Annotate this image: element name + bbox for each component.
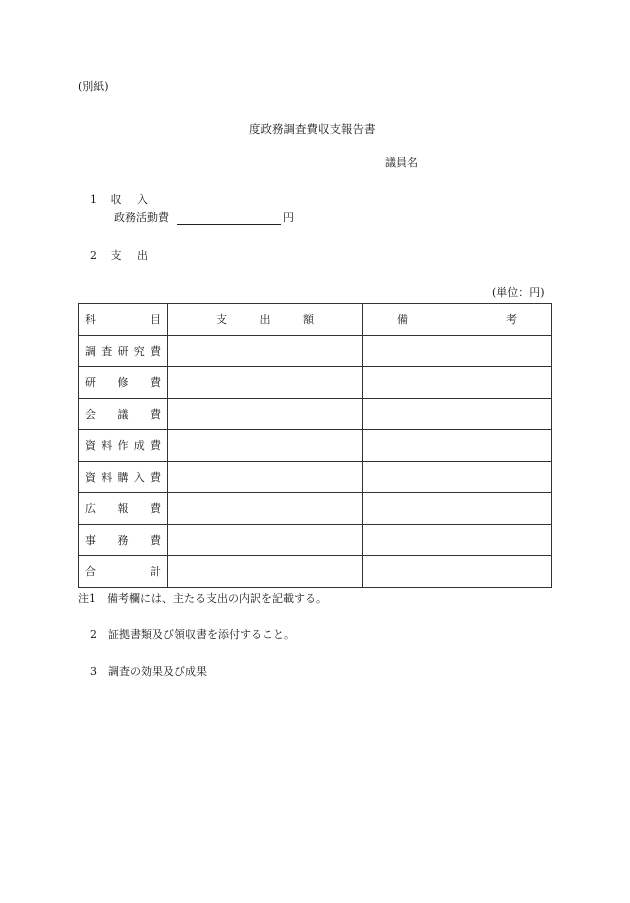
note-3: 3 調査の効果及び成果 — [90, 665, 207, 678]
document-title: 度政務調査費収支報告書 — [249, 122, 376, 136]
income-line — [114, 211, 294, 225]
notes-cell[interactable] — [363, 461, 552, 493]
table-row — [79, 398, 552, 430]
row-item-label: 合 計 — [79, 556, 168, 588]
note-2: 2 証拠書類及び領収書を添付すること。 — [90, 628, 295, 641]
amount-cell[interactable] — [168, 367, 363, 399]
section-number: 2 — [90, 249, 97, 262]
notes-cell[interactable] — [363, 398, 552, 430]
notes-cell[interactable] — [363, 556, 552, 588]
header-item: 科 目 — [79, 304, 168, 336]
amount-cell[interactable] — [168, 524, 363, 556]
row-item-label: 資 料 購 入 費 — [79, 461, 168, 493]
notes-cell[interactable] — [363, 493, 552, 525]
notes-cell[interactable] — [363, 367, 552, 399]
heading-char: 出 — [137, 249, 148, 262]
member-name-label: 議員名 — [385, 156, 418, 169]
section-income-heading — [90, 193, 148, 207]
notes-cell[interactable] — [363, 524, 552, 556]
unit-note: (単位：円) — [492, 286, 545, 299]
row-item-label: 広 報 費 — [79, 493, 168, 525]
table-row — [79, 461, 552, 493]
section-number: 1 — [90, 193, 97, 206]
income-item-label: 政務活動費 — [114, 211, 169, 224]
header-notes: 備 考 — [363, 304, 552, 336]
notes-cell[interactable] — [363, 430, 552, 462]
section-expense-heading — [90, 249, 148, 263]
amount-cell[interactable] — [168, 335, 363, 367]
table-row-total — [79, 556, 552, 588]
note-1: 注1 備考欄には、主たる支出の内訳を記載する。 — [78, 592, 327, 605]
header-amount: 支 出 額 — [168, 304, 363, 336]
amount-cell[interactable] — [168, 556, 363, 588]
table-row — [79, 524, 552, 556]
notes-cell[interactable] — [363, 335, 552, 367]
amount-cell[interactable] — [168, 430, 363, 462]
row-item-label: 調 査 研 究 費 — [79, 335, 168, 367]
amount-cell[interactable] — [168, 493, 363, 525]
row-item-label: 資 料 作 成 費 — [79, 430, 168, 462]
heading-char: 収 — [110, 193, 122, 206]
table-header-row — [79, 304, 552, 336]
heading-char: 支 — [110, 249, 122, 262]
expense-table — [78, 303, 552, 588]
row-item-label: 会 議 費 — [79, 398, 168, 430]
attachment-label: (別紙) — [78, 80, 109, 93]
amount-cell[interactable] — [168, 461, 363, 493]
row-item-label: 事 務 費 — [79, 524, 168, 556]
amount-blank-line — [177, 213, 281, 225]
amount-cell[interactable] — [168, 398, 363, 430]
table-row — [79, 335, 552, 367]
table-row — [79, 493, 552, 525]
table-row — [79, 367, 552, 399]
income-unit: 円 — [283, 211, 294, 224]
row-item-label: 研 修 費 — [79, 367, 168, 399]
table-row — [79, 430, 552, 462]
heading-char: 入 — [137, 193, 148, 206]
